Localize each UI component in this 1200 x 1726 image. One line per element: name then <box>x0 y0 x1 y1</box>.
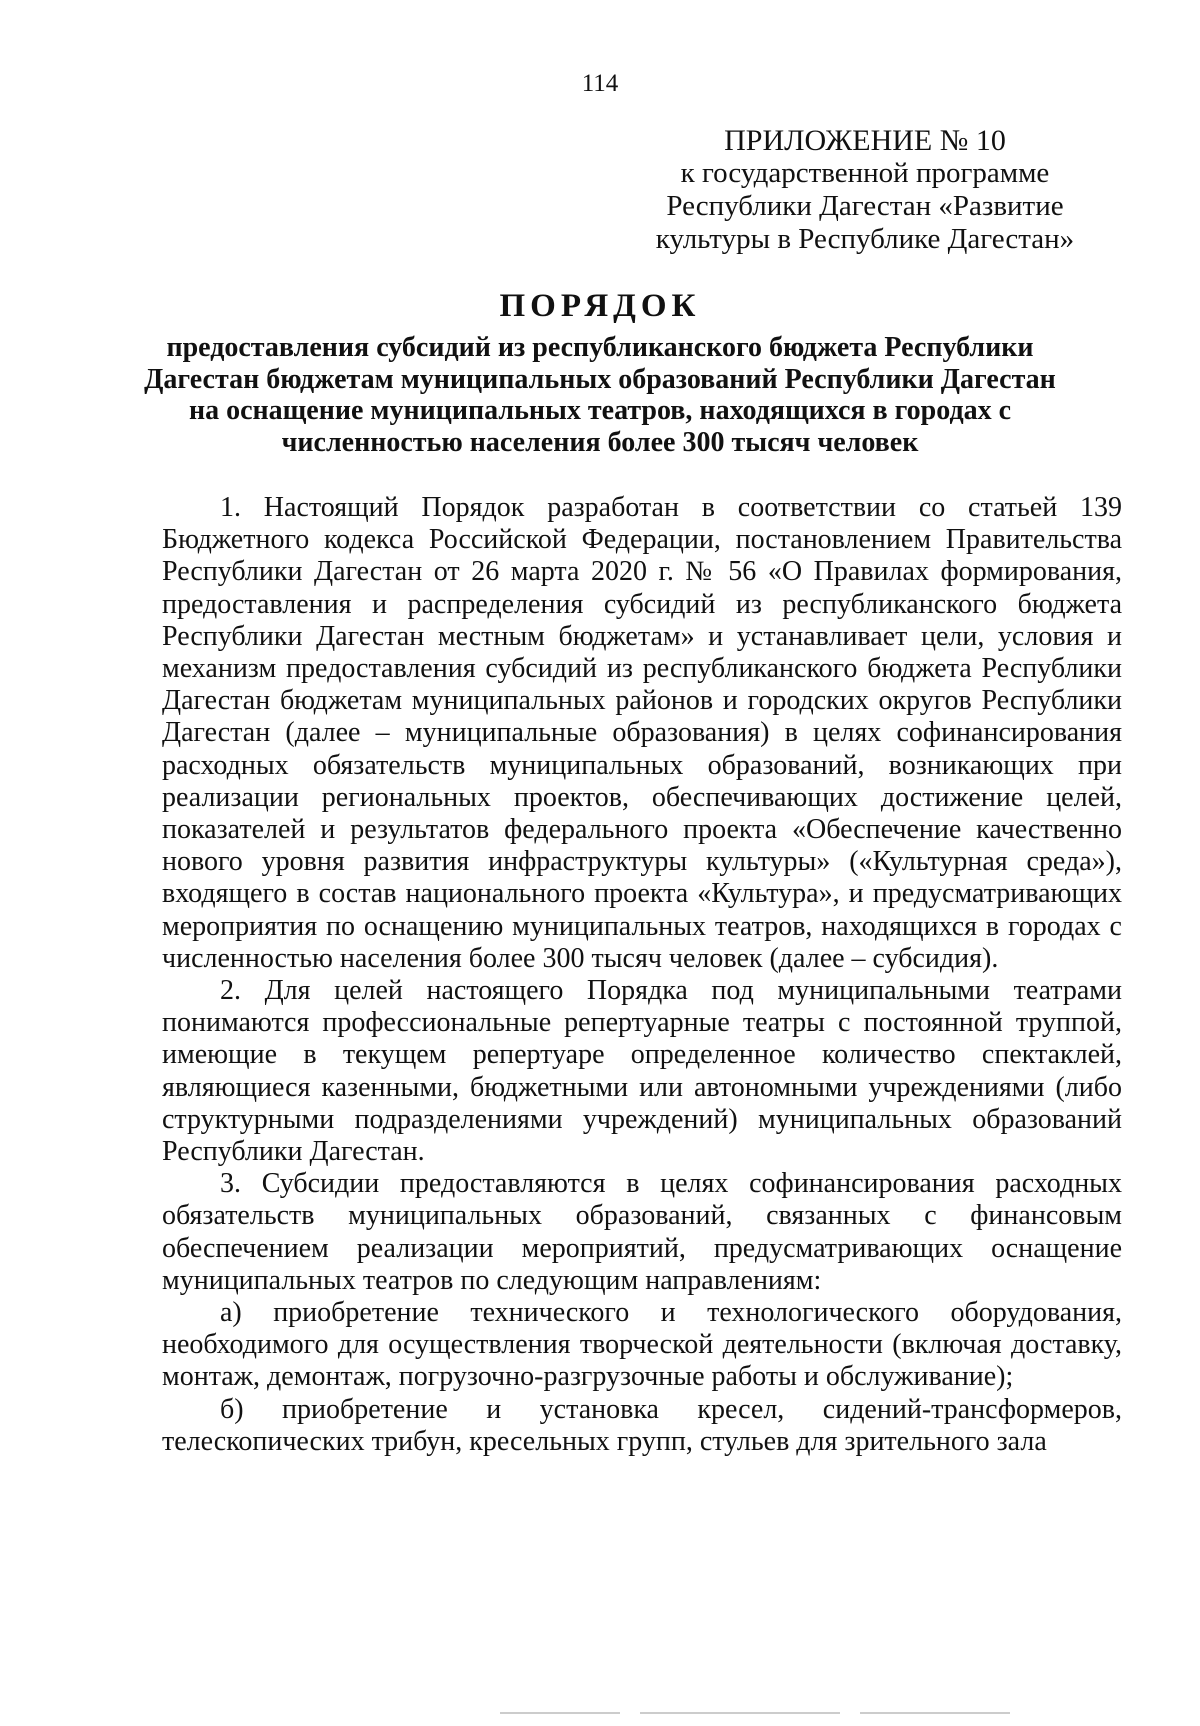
appendix-line: Республики Дагестан «Развитие <box>666 190 1064 222</box>
appendix-title: ПРИЛОЖЕНИЕ № 10 <box>724 124 1006 157</box>
appendix-line: к государственной программе <box>680 157 1050 189</box>
title-block <box>120 286 1080 458</box>
appendix-block <box>600 124 1130 256</box>
paragraph-3: 3. Субсидии предоставляются в целях софинансирования расходных обязательств муниципальных образований, связанных с финансовым обеспечением реализации мероприятий, предусматривающих оснащение муниципальных театров по следующим направлениям: <box>162 1168 1122 1296</box>
scan-artifact <box>860 1712 1010 1714</box>
paragraph-3b: б) приобретение и установка кресел, сидений-трансформеров, телескопических трибун, кресельных групп, стульев для зрительного зала <box>162 1393 1122 1457</box>
paragraph-1: 1. Настоящий Порядок разработан в соответствии со статьей 139 Бюджетного кодекса Российской Федерации, постановлением Правительства Республики Дагестан от 26 марта 2020 г. № 56 «О Правилах формирования, предоставления и распределения субсидий из республиканского бюджета Республики Дагестан местным бюджетам» и устанавливает цели, условия и механизм предоставления субсидий из республиканского бюджета Республики Дагестан бюджетам муниципальных районов и городских округов Республики Дагестан (далее – муниципальные образования) в целях софинансирования расходных обязательств муниципальных образований, возникающих при реализации региональных проектов, обеспечивающих достижение целей, показателей и результатов федерального проекта «Обеспечение качественно нового уровня развития инфраструктуры культуры» («Культурная среда»), входящего в состав национального проекта «Культура», и предусматривающих мероприятия по оснащению муниципальных театров, находящихся в городах с численностью населения более 300 тысяч человек (далее – субсидия). <box>162 492 1122 974</box>
document-body <box>162 492 1122 1458</box>
subtitle-line: Дагестан бюджетам муниципальных образований Республики Дагестан <box>144 363 1056 395</box>
scan-artifact <box>640 1712 840 1714</box>
subtitle-line: на оснащение муниципальных театров, находящихся в городах с <box>188 395 1012 426</box>
document-subtitle <box>120 332 1080 458</box>
page-number: 114 <box>581 70 619 97</box>
document-title: ПОРЯДОК <box>499 288 701 324</box>
paragraph-3a: а) приобретение технического и технологического оборудования, необходимого для осуществления творческой деятельности (включая доставку, монтаж, демонтаж, погрузочно-разгрузочные работы и обслуживание); <box>162 1297 1122 1393</box>
subtitle-line: численностью населения более 300 тысяч человек <box>281 426 919 458</box>
appendix-line: культуры в Республике Дагестан» <box>655 223 1075 255</box>
paragraph-2: 2. Для целей настоящего Порядка под муниципальными театрами понимаются профессиональные репертуарные театры с постоянной труппой, имеющие в текущем репертуаре определенное количество спектаклей, являющиеся казенными, бюджетными или автономными учреждениями (либо структурными подразделениями учреждений) муниципальных образований Республики Дагестан. <box>162 975 1122 1168</box>
scan-artifact <box>500 1712 620 1714</box>
subtitle-line: предоставления субсидий из республиканского бюджета Республики <box>166 332 1034 363</box>
